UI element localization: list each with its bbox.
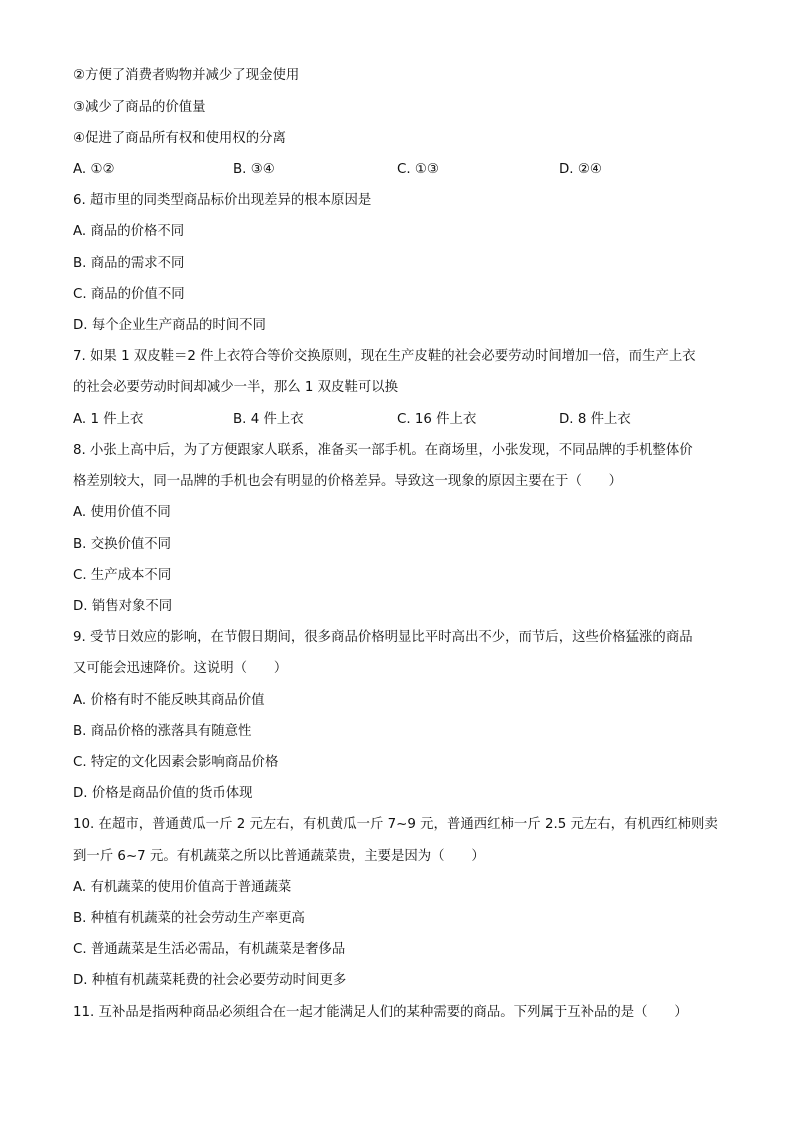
q5-option-a: A. ①② xyxy=(73,162,115,177)
q5-options xyxy=(73,161,732,179)
q8-option-d: D. 销售对象不同 xyxy=(73,599,173,614)
q10-option-b: B. 种植有机蔬菜的社会劳动生产率更高 xyxy=(73,911,305,926)
q5-item-4: ④促进了商品所有权和使用权的分离 xyxy=(73,131,286,146)
q10-option-c: C. 普通蔬菜是生活必需品，有机蔬菜是奢侈品 xyxy=(73,942,346,957)
q6-option-d: D. 每个企业生产商品的时间不同 xyxy=(73,318,266,333)
q9-stem-line-1: 9. 受节日效应的影响，在节假日期间，很多商品价格明显比平时高出不少，而节后，这些价格猛涨的商品 xyxy=(73,630,693,645)
q9-option-c: C. 特定的文化因素会影响商品价格 xyxy=(73,755,279,770)
q7-stem-line-2: 的社会必要劳动时间却减少一半，那么 1 双皮鞋可以换 xyxy=(73,380,399,395)
q8-option-c: C. 生产成本不同 xyxy=(73,568,172,583)
q6-option-c: C. 商品的价值不同 xyxy=(73,287,185,302)
q7-stem-line-1: 7. 如果 1 双皮鞋＝2 件上衣符合等价交换原则，现在生产皮鞋的社会必要劳动时间增加一倍，而生产上衣 xyxy=(73,349,696,364)
q7-option-d: D. 8 件上衣 xyxy=(559,412,631,427)
q5-item-2: ②方便了消费者购物并减少了现金使用 xyxy=(73,68,300,83)
q8-stem-line-2: 格差别较大，同一品牌的手机也会有明显的价格差异。导致这一现象的原因主要在于（ ） xyxy=(73,474,623,489)
q10-option-a: A. 有机蔬菜的使用价值高于普通蔬菜 xyxy=(73,880,292,895)
q6-stem: 6. 超市里的同类型商品标价出现差异的根本原因是 xyxy=(73,193,372,208)
q7-option-b: B. 4 件上衣 xyxy=(233,412,304,427)
q10-stem-line-2: 到一斤 6~7 元。有机蔬菜之所以比普通蔬菜贵，主要是因为（ ） xyxy=(73,849,485,864)
q5-option-c: C. ①③ xyxy=(397,162,439,177)
q11-stem: 11. 互补品是指两种商品必须组合在一起才能满足人们的某种需要的商品。下列属于互补品的是（ ） xyxy=(73,1005,688,1020)
q6-option-a: A. 商品的价格不同 xyxy=(73,224,185,239)
q9-option-b: B. 商品价格的涨落具有随意性 xyxy=(73,724,252,739)
q5-option-d: D. ②④ xyxy=(559,162,602,177)
q6-option-b: B. 商品的需求不同 xyxy=(73,256,185,271)
q8-option-a: A. 使用价值不同 xyxy=(73,505,171,520)
q10-option-d: D. 种植有机蔬菜耗费的社会必要劳动时间更多 xyxy=(73,973,347,988)
q7-option-a: A. 1 件上衣 xyxy=(73,412,144,427)
q8-option-b: B. 交换价值不同 xyxy=(73,537,172,552)
q8-stem-line-1: 8. 小张上高中后，为了方便跟家人联系，准备买一部手机。在商场里，小张发现，不同品牌的手机整体价 xyxy=(73,443,693,458)
q9-option-d: D. 价格是商品价值的货币体现 xyxy=(73,786,253,801)
q7-option-c: C. 16 件上衣 xyxy=(397,412,477,427)
q10-stem-line-1: 10. 在超市，普通黄瓜一斤 2 元左右，有机黄瓜一斤 7~9 元，普通西红柿一斤 2.5 元左右，有机西红柿则卖 xyxy=(73,817,718,832)
q5-item-3: ③减少了商品的价值量 xyxy=(73,100,206,115)
q7-options xyxy=(73,411,732,429)
q5-option-b: B. ③④ xyxy=(233,162,275,177)
q9-stem-line-2: 又可能会迅速降价。这说明（ ） xyxy=(73,661,288,676)
q9-option-a: A. 价格有时不能反映其商品价值 xyxy=(73,693,265,708)
